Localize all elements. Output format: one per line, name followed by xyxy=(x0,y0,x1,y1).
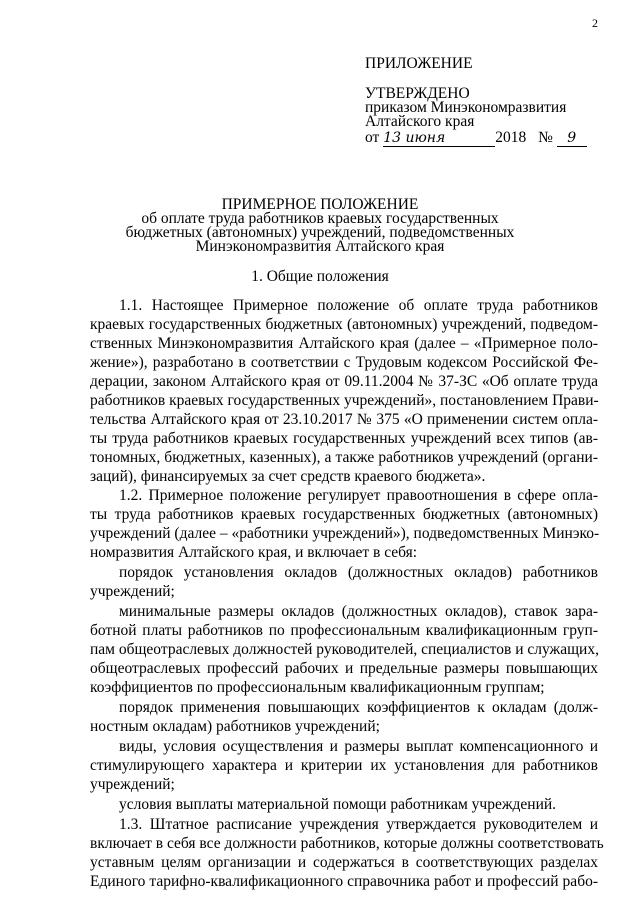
number-sign: № xyxy=(538,129,553,146)
body-line-19: пам общеотраслевых должностей руководителей, специалистов и служащих, xyxy=(90,641,599,658)
body-line-18: ботной платы работников по профессиональным квалификационным груп- xyxy=(90,622,598,639)
document-subtitle-line1: об оплате труда работников краевых государственных xyxy=(141,210,499,227)
body-line-9: тономных, бюджетных, казенных), а также работников учреждений (органи- xyxy=(90,449,598,466)
body-line-16: учреждений; xyxy=(90,583,175,600)
order-year: 2018 xyxy=(495,129,527,146)
body-line-21: коэффициентов по профессиональным квалификационным группам; xyxy=(90,679,545,696)
approved-by-order-line2: Алтайского края xyxy=(365,113,475,130)
handwritten-date: 13 июня xyxy=(383,130,446,146)
body-line-30: уставным целям организации и содержаться в соответствующих разделах xyxy=(90,854,598,871)
body-line-8: ты труда работников краевых государственных учреждений всех типов (ав- xyxy=(90,430,598,447)
body-line-29: включает в себя все должности работников, которые должны соответствовать xyxy=(90,835,604,852)
document-subtitle-line2: бюджетных (автономных) учреждений, подведомственных xyxy=(125,224,515,241)
order-date-field xyxy=(383,130,495,147)
body-line-17: минимальные размеры окладов (должностных окладов), ставок зара- xyxy=(119,603,598,620)
body-line-4: жение»), разработано в соответствии с Трудовым кодексом Российской Фе- xyxy=(90,354,598,371)
body-line-5: дерации, законом Алтайского края от 09.11.2004 № 37-ЗС «Об оплате труда xyxy=(90,373,598,390)
from-prefix: от xyxy=(365,129,380,146)
order-date-line xyxy=(365,130,587,147)
body-line-10: заций), финансируемых за счет средств краевого бюджета». xyxy=(90,468,486,485)
body-line-3: ственных Минэкономразвития Алтайского края (далее – «Примерное поло- xyxy=(90,335,598,352)
section-heading: 1. Общие положения xyxy=(251,268,389,285)
body-line-12: ты труда работников краевых государственных бюджетных (автономных) xyxy=(90,506,598,523)
body-line-26: учреждений; xyxy=(90,776,175,793)
handwritten-number: 9 xyxy=(567,130,577,146)
body-line-13: учреждений (далее – «работники учреждений»), подведомственных Минэко- xyxy=(90,525,600,542)
body-line-24: виды, условия осуществления и размеры выплат компенсационного и xyxy=(119,738,598,755)
body-line-22: порядок применения повышающих коэффициентов к окладам (долж- xyxy=(119,699,598,716)
body-line-7: тельства Алтайского края от 23.10.2017 № 375 «О применении систем опла- xyxy=(90,411,598,428)
order-number-field xyxy=(557,130,587,147)
page-number: 2 xyxy=(592,16,598,30)
document-subtitle-line3: Минэкономразвития Алтайского края xyxy=(195,238,445,255)
body-line-6: работников краевых государственных учреждений», постановлением Прави- xyxy=(90,392,599,409)
body-line-1: 1.1. Настоящее Примерное положение об оплате труда работников xyxy=(119,297,598,314)
body-line-20: общеотраслевых профессий рабочих и предельные размеры повышающих xyxy=(90,660,598,677)
body-line-31: Единого тарифно-квалификационного справочника работ и профессий рабо- xyxy=(90,873,598,890)
approved-by-order-line1: приказом Минэкономразвития xyxy=(365,99,567,116)
body-line-2: краевых государственных бюджетных (автономных) учреждений, подведом- xyxy=(90,316,598,333)
body-line-23: ностным окладам) работников учреждений; xyxy=(90,718,380,735)
approved-label: УТВЕРЖДЕНО xyxy=(365,85,470,102)
body-line-25: стимулирующего характера и критерии их установления для работников xyxy=(90,757,598,774)
body-line-28: 1.3. Штатное расписание учреждения утверждается руководителем и xyxy=(119,816,598,833)
body-line-15: порядок установления окладов (должностных окладов) работников xyxy=(119,564,598,581)
appendix-label: ПРИЛОЖЕНИЕ xyxy=(365,55,473,72)
body-line-27: условия выплаты материальной помощи работникам учреждений. xyxy=(119,796,557,813)
body-line-14: номразвития Алтайского края, и включает в себя: xyxy=(90,544,418,561)
body-line-11: 1.2. Примерное положение регулирует правоотношения в сфере опла- xyxy=(119,487,598,504)
document-title: ПРИМЕРНОЕ ПОЛОЖЕНИЕ xyxy=(221,196,419,213)
